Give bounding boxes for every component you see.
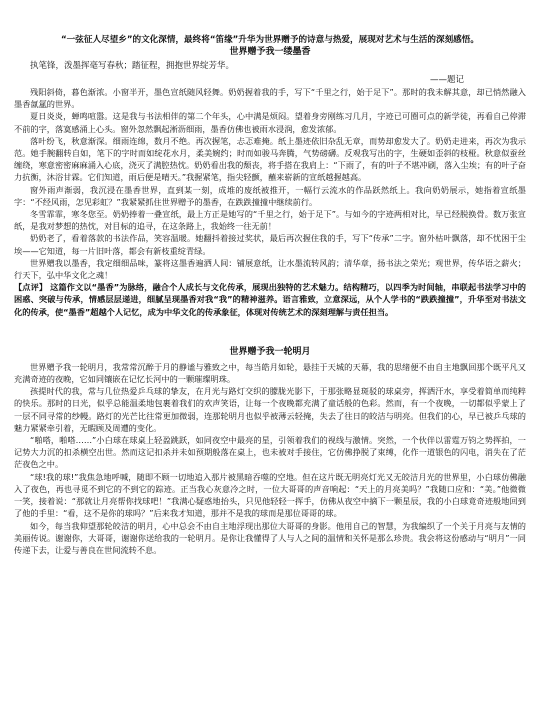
paragraph: “啪嗒，啪嗒……”小白球在球桌上轻盈跳跃，如同夜空中最亮的星，引领着我们的视线与激情。突然，一个伙伴以雷霆万钧之势挥拍，一记势大力沉的扣杀横空出世。然而这记扣杀并未如预期般落在桌上，也未被对手接住，它仿佛挣脱了束缚，化作一道银色的闪电，消失在了茫茫夜色之中。 — [14, 435, 526, 470]
paragraph: 夏日炎炎，蝉鸣喧嚣。这是我与书法相伴的第二个年头，心中满是烦闷。望着身旁刚练习几月，字迹已可圈可点的新学徒，再看自己停滞不前的字，落寞感涌上心头。窗外忽然飘起淅沥细雨，墨香仿佛也被雨水浸润，愈发浓郁。 — [14, 111, 526, 134]
paragraph: 孩提时代的我，常与几位热爱乒乓球的挚友，在月光与路灯交织的朦胧光影下，于那张略显斑驳的球桌旁，挥洒汗水，享受着简单而纯粹的快乐。那时的日光，似乎总能温柔地包裹着我们的欢声笑语，让每一个夜晚都充满了童话般的色彩。然而，有一个夜晚，一切都似乎蒙上了一层不同寻常的纱幔。路灯的光芒比往常更加微弱，连那轮明月也似乎被薄云轻掩，失去了往日的皎洁与明亮。但我们的心，早已被乒乓球的魅力紧紧牵引着，无暇顾及周遭的变化。 — [14, 386, 526, 433]
intro-line: “一弦征人尽望乡”的文化深情，最终将“笛缘”升华为世界赠予的诗意与热爱，展现对艺术与生活的深刻感悟。 — [61, 35, 479, 45]
essay-one-epigraph: 执笔锋，泼墨挥毫写春秋；踏征程，拥抱世界绽芳华。 — [30, 61, 235, 71]
essay-two-title: 世界赠予我一轮明月 — [229, 346, 311, 357]
paragraph: 落叶纷飞，秋意渐深。细雨连绵，数月不绝。再次握笔，忐忑难掩。纸上墨迹依旧杂乱无章，而势却愈发大了。奶奶走进来，再次为我示范。她手腕翻转自如，笔下的字时而如绽花水月，柔美婉约；时而如骏马奔腾，气势磅礴。反观我写出的字，生硬如歪斜的枝桠。秋意似蚕丝缠绕，寒意密密麻麻涌入心底，浇灭了满腔热忱。奶奶看出我的颓丧，将手搭在我肩上：“下雨了，有的叶子不堪冲刷，落入尘埃；有的叶子奋力抗衡，沐浴甘霖。它们知道，雨后便是晴天。”我握紧笔，指尖轻颤，蘸来崭新的宣纸越握越高。 — [14, 135, 526, 183]
paragraph: 世界赠予我一轮明月，我常常沉醉于月的静谧与雅致之中，每当皓月如轮，悬挂于天城的天幕，我的思绪便不由自主地飘回那个既平凡又充满奇迹的夜晚，它如同镶嵌在记忆长河中的一颗璀璨明珠。 — [14, 361, 526, 385]
paragraph: 残阳斜倚，暮色渐浓。小窗半开，墨色宣纸随风轻舞。奶奶握着我的手，写下“千里之行，始于足下”。那时的我未解其意，却已悄然融入墨香氤氲的世界。 — [14, 87, 526, 110]
essay-one — [14, 46, 526, 318]
paragraph: “球!我的球!”我焦急地呼喊，随即不顾一切地追入那片被黑暗吞噬的空地。但在这片既无明亮灯光又无皎洁月光的世界里，小白球仿佛融入了夜色，再也寻觅不到它的不到它的踪迹。正当我心灰意冷之时，一位大哥哥的声音响起：“天上的月亮美吗？”我随口应和：“美。”他微微一笑，接着说：“那就让月亮帮你找球吧！”我满心疑惑地抬头，只见他轻轻一挥手，仿佛从夜空中摘下一颗星辰，我的小白球竟奇迹般地回到了他的手里：“看，这不是你的球吗？”后来我才知道，那并不是我的球而是那位哥哥的球。 — [14, 471, 526, 519]
paragraph: 窗外雨声渐弱，我沉浸在墨香世界，直到某一刻，成堆的废纸被推开，一幅行云流水的作品跃然纸上。我向奶奶展示，她指着宣纸墨字：“不经风雨，怎见彩虹？”我紧紧抓住世界赠予的墨香，在跌跌撞撞中继续前行。 — [14, 184, 526, 207]
paragraph: 冬雪霏霏，寒冬您至。奶奶捧着一叠宣纸，最上方正是她写的“千里之行，始于足下”。与如今的字迹两相对比，早已经脱换骨。数万张宣纸，是我对梦想的热忱，对目标的追寻，在这条路上，我始终一往无前！ — [14, 209, 526, 232]
paragraph: 奶奶老了，看着落款的书法作品，笑容温暖。她翻抖着接过奖状，最后再次握住我的手，写下“传承”二字。窗外枯叶飘落，却不忧困于尘埃——它知道，每一片旧叶落，都会有新枝重绽青绿。 — [14, 233, 526, 256]
essay-one-comment: 【点评】 这篇作文以“墨香”为脉络，融合个人成长与文化传承，展现出独特的艺术魅力。结构精巧，以四季为时间轴，串联起书法学习中的困惑、突破与传承，情感层层递进，细腻呈现墨香对我“我”的精神滋养。语言雅致，立意深远，从个人学书的“跌跌撞撞”，升华至对书法文化的传承，使“墨香”超越个人记忆，成为中华文化的传承象征，体现对传统艺术的深刻理解与责任担当。 — [14, 282, 526, 317]
essay-one-title: 世界赠予我一缕墨香 — [229, 47, 311, 57]
paragraph: 如今，每当我仰望那轮皎洁的明月，心中总会不由自主地浮现出那位大哥哥的身影。他用自己的智慧，为我编织了一个关于月亮与友情的美丽传说。谢谢你，大哥哥，谢谢你送给我的一轮明月。是你让我懂得了人与人之间的温情和关怀是那么珍贵。我会将这份感动与“明月”一同传递下去，让爱与善良在世间流转不息。 — [14, 520, 526, 555]
essay-one-epigraph-signature: ——题记 — [429, 75, 464, 85]
essay-two — [14, 346, 526, 556]
paragraph: 世界赠我以墨香，我定细细品味，篆将这墨香遍洒人间：铺展意纸，让水墨流转风韵；清华章，扬书法之荣光；观世界，传华语之薪火；行天下，弘中华文化之魂！ — [14, 257, 526, 281]
